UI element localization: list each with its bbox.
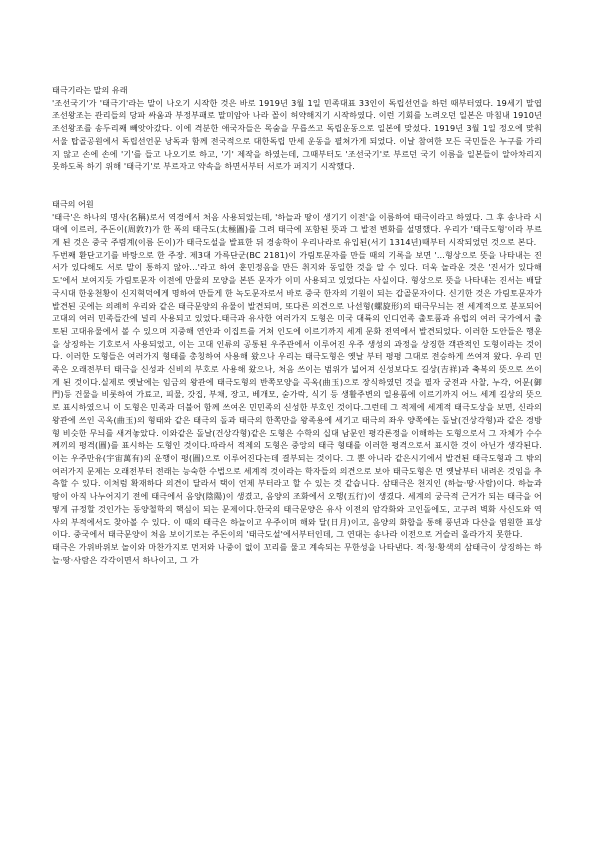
paragraph-etymology-3: 태극은 가위바위보 놀이와 마찬가지로 먼저와 나중이 없이 꼬리를 물고 계속되는 무한성을 나타낸다. 적·청·황색의 삼태극이 상징하는 하늘·땅·사람은 각각이면서 하나이고, 그 가 — [52, 541, 542, 565]
paragraph-etymology-1: '태극'은 하나의 명사(名稱)로서 역경에서 처음 사용되었는데, '하늘과 땅이 생기기 이전'을 이름하여 태극이라고 하였다. 그 후 송나라 시대에 이르러, 주돈이(周敦?)가 한 폭의 태극도(太極圖)를 그려 태극에 포함된 뜻과 그 발전 변화를 설명했다. 우리가 '태극도형'이라 부르게 된 것은 중국 주렴계(이름 돈이)가 태극도설을 발표한 뒤 경송학이 우리나라로 유입된(서기 1314년)때부터 시작되었던 것으로 본다. — [52, 211, 542, 248]
document-page — [52, 84, 542, 566]
paragraph-etymology-2: 두번째 환단고기를 바탕으로 한 주장. 제3대 가륵단군(BC 2181)이 가림토문자를 만들 때의 기록을 보면 '...형상으로 뜻을 나타내는 진서가 있다해도 서로 말이 통하지 않아...'라고 하여 훈민정음을 만든 취지와 동일한 것을 알 수 있다. 더욱 놀라운 것은 '진서가 있다해도'에서 보여지듯 가림토문자 이전에 만물의 모양을 본뜬 문자가 이미 사용되고 있었다는 사실이다. 형상으로 뜻을 나타내는 진서는 배달국시대 한웅천황이 신지혁덕에게 명하여 만들게 한 녹도문자로서 바로 중국 한자의 기원이 되는 갑골문자이다. 신기한 것은 가림토문자가 발견된 곳에는 의례히 우리와 같은 태극문양의 유물이 발견되며, 또다른 의견으로 나선형(螺旋形)의 태극무늬는 전 세계적으로 분포되어 고대의 여러 민족들간에 널리 사용되고 있었다.태극과 유사한 여러가지 도형은 미국 대륙의 인디언족 출토품과 유럽의 여러 국가에서 출토된 고대유물에서 볼 수 있으며 지중해 연안과 이집트를 거쳐 인도에 이르기까지 세계 문화 전역에서 발견되었다. 이러한 도안들은 행운을 상징하는 기호로서 사용되었고, 이는 고대 인류의 공통된 우주관에서 이루어진 우주 생성의 과정을 상징한 객관적인 도형이라는 것이다. 이러한 도형들은 여러가지 형태를 총칭하여 사용해 왔으나 우리는 태극도형은 옛날 부터 평평 그대로 전승하게 쓰여져 왔다. 우리 민족은 오래전부터 태극을 신성과 신비의 부호로 사용해 왔으나, 처음 쓰이는 범위가 넓어져 신성보다도 길상(吉祥)과 축복의 뜻으로 쓰이게 된 것이다.실제로 옛날에는 임금의 왕관에 태극도형의 반쪽모양을 곡옥(曲玉)으로 장식하였던 것을 필자 궁전과 사찰, 누각, 어문(御門)등 건물을 비롯하여 가료고, 피물, 갓집, 부채, 장고, 베개모, 숟가락, 식기 등 생활주변의 일용품에 이르기까지 어느 세계 길상의 뜻으로 표시하였으니 이 도형은 민족과 더불어 함께 쓰여온 민민족의 신성한 부호인 것이다.그런데 그 적제에 세계적 태극도상을 보면, 신라의 왕관에 쓰인 곡옥(曲玉)의 형태와 같은 태극의 돌과 태극의 한쪽만을 왕족용에 세기고 태극의 좌우 양쪽에는 돌날(건상각형)과 같은 경방형 비슷한 무늬를 새겨놓았다. 이와같은 돌날(건상각형)같은 도형은 수학의 십대 남문인 평각론정을 이해하는 도형으로서 그 자체가 수수께끼의 평격(圓)를 표시하는 도형인 것이다.따라서 적제의 도형은 중앙의 태극 형태를 이러한 평격으로서 표시한 것이 아닌가 생각된다. 이는 우주만유(宇宙萬有)의 운행이 평(圓)으로 이루어진다는데 결부되는 것이다. 그 뿐 아니라 같은시기에서 발견된 태극도형과 그 밖의 여러가지 문제는 오래전부터 전래는 능숙한 수법으로 세계적 것이라는 학자들의 의견으로 보아 태극도형은 먼 옛날부터 내려온 것임을 추측할 수 있다. 이처럼 확재하다 의견이 달라서 택이 언제 부터라고 할 수 있는 것 같습니다. 삼태극은 천지인 (하늘·땅·사람)이다. 하늘과 땅이 아직 나누어지기 전에 태극에서 음양(陰陽)이 생겼고, 음양의 조화에서 오행(五行)이 생겼다. 세계의 궁극적 근거가 되는 태극을 어떻게 규정할 것인가는 동양철학의 핵심이 되는 문제이다.한국의 태극문양은 유사 이전의 암각화와 고인돌에도, 고구려 벽화 사신도와 역사의 부적에서도 찾아볼 수 있다. 이 때의 태극은 하늘이고 우주이며 해와 달(日月)이고, 음양의 화합을 통해 풍년과 다산을 염원한 표상이다. 중국에서 태극문양이 처음 보이기로는 주돈이의 '태극도설'에서부터인데, 그 연대는 송나라 이전으로 거슬러 올라가지 못한다. — [52, 249, 543, 540]
section-heading-etymology: 태극의 어원 — [52, 198, 94, 209]
section-heading-origin-of-name: 태극기라는 말의 유래 — [52, 85, 128, 95]
section-spacer — [52, 173, 542, 198]
paragraph-origin-of-name: '조선국기'가 '태극기'라는 말이 나오기 시작한 것은 바로 1919년 3월 1일 민족대표 33인이 독립선언을 하던 때부터였다. 19세기 말엽 조선왕조는 관리들의 당파 싸움과 부정부패로 말미암아 나라 꼴이 허약해지기 시작하였다. 이런 기회를 노려오던 일본은 마침내 1910년 조선왕조를 송두리째 빼앗아갔다. 이에 격분한 애국자들은 목숨을 무릅쓰고 독립운동으로 일본에 맞섰다. 1919년 3월 1일 정오에 맞춰 서울 탑골공원에서 독립선언문 낭독과 함께 전국적으로 대한독립 만세 운동을 펼쳐가게 되었다. 이날 참여한 모든 국민들은 누구를 가리지 않고 손에 손에 '기'를 들고 나오기로 하고, '기' 제작을 하였는데, 그때부터도 '조선국기'로 부르던 국기 이름을 일본들이 알아차리지 못하도록 하기 위해 '태극기'로 부르자고 약속을 하면서부터 서로가 퍼지기 시작했다. — [52, 97, 542, 172]
